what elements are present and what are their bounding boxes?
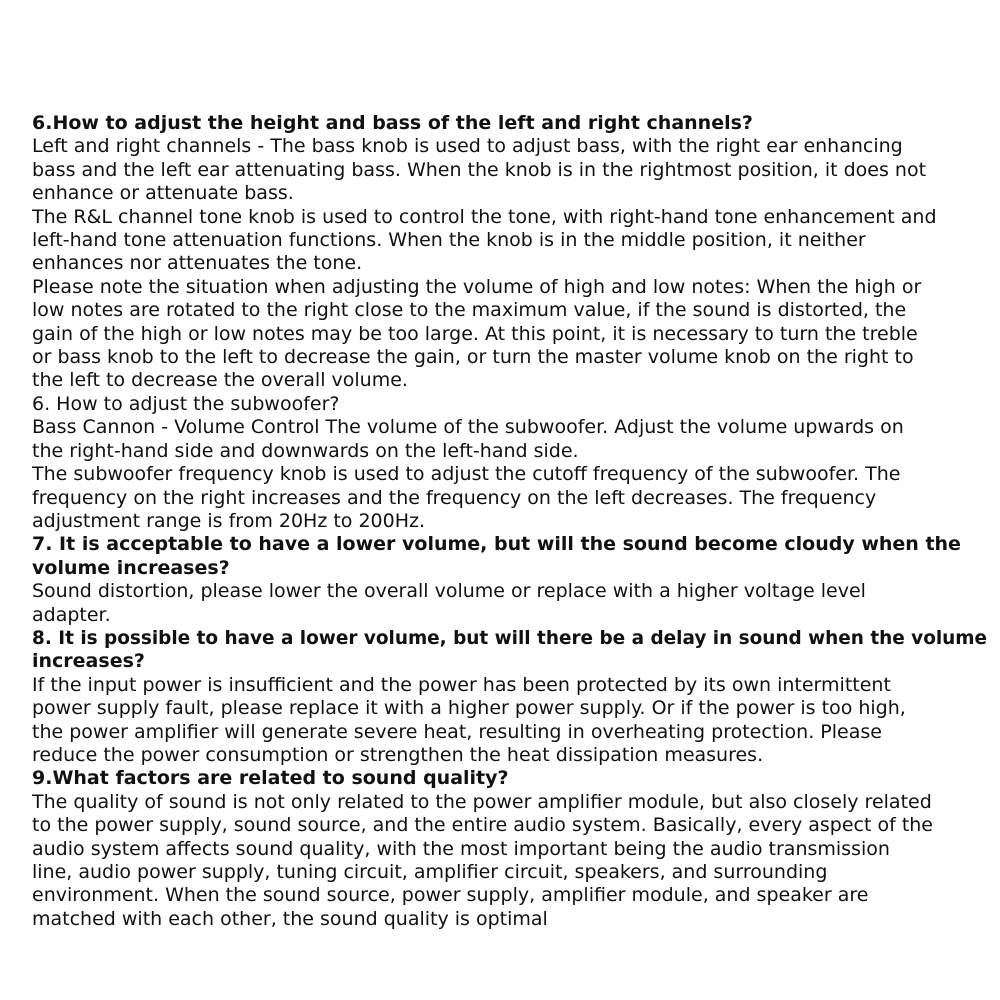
answer-text-line: environment. When the sound source, power supply, amplifier module, and speaker are: [32, 884, 869, 907]
faq-document: [32, 112, 988, 931]
answer-text-line: or bass knob to the left to decrease the gain, or turn the master volume knob on the right to: [32, 346, 914, 369]
answer-text-line: If the input power is insufficient and the power has been protected by its own intermittent: [32, 673, 891, 696]
answer-text-line: The R&L channel tone knob is used to control the tone, with right-hand tone enhancement and: [32, 205, 937, 228]
answer-text-line: adjustment range is from 20Hz to 200Hz.: [32, 509, 426, 532]
answer-text-line: gain of the high or low notes may be too large. At this point, it is necessary to turn the treble: [32, 322, 918, 345]
answer-text-line: line, audio power supply, tuning circuit, amplifier circuit, speakers, and surrounding: [32, 861, 828, 883]
answer-text-line: enhance or attenuate bass.: [32, 182, 294, 205]
answer-text-line: enhances nor attenuates the tone.: [32, 252, 363, 275]
answer-text-line: Sound distortion, please lower the overall volume or replace with a higher voltage level: [32, 580, 866, 603]
question-heading-line: 6.How to adjust the height and bass of the left and right channels?: [32, 112, 753, 134]
answer-text-line: the left to decrease the overall volume.: [32, 369, 408, 392]
answer-text-line: reduce the power consumption or strengthen the heat dissipation measures.: [32, 743, 764, 766]
answer-text-line: the power amplifier will generate severe heat, resulting in overheating protection. Please: [32, 720, 882, 743]
question-heading-line: 9.What factors are related to sound quality?: [32, 767, 509, 790]
answer-text-line: to the power supply, sound source, and the entire audio system. Basically, every aspect of the: [32, 814, 933, 837]
answer-text-line: Left and right channels - The bass knob is used to adjust bass, with the right ear enhancing: [32, 135, 903, 158]
answer-text-line: power supply fault, please replace it with a higher power supply. Or if the power is too high,: [32, 697, 906, 720]
answer-text-line: The subwoofer frequency knob is used to adjust the cutoff frequency of the subwoofer. The: [32, 463, 901, 486]
answer-text-line: adapter.: [32, 603, 111, 626]
answer-text-line: Please note the situation when adjusting the volume of high and low notes: When the high or: [32, 275, 922, 298]
question-heading-line: volume increases?: [32, 556, 230, 579]
answer-text-line: 6. How to adjust the subwoofer?: [32, 392, 340, 415]
question-heading-line: increases?: [32, 650, 145, 673]
answer-text-line: matched with each other, the sound quality is optimal: [32, 907, 548, 930]
answer-text-line: Bass Cannon - Volume Control The volume of the subwoofer. Adjust the volume upwards on: [32, 416, 904, 439]
answer-text-line: left-hand tone attenuation functions. When the knob is in the middle position, it neither: [32, 229, 866, 252]
answer-text-line: The quality of sound is not only related to the power amplifier module, but also closely related: [32, 790, 932, 813]
answer-text-line: frequency on the right increases and the frequency on the left decreases. The frequency: [32, 486, 877, 509]
answer-text-line: the right-hand side and downwards on the left-hand side.: [32, 439, 579, 462]
question-heading-line: 7. It is acceptable to have a lower volume, but will the sound become cloudy when the: [32, 533, 961, 556]
answer-text-line: bass and the left ear attenuating bass. When the knob is in the rightmost position, it does not: [32, 158, 927, 181]
answer-text-line: low notes are rotated to the right close to the maximum value, if the sound is distorted, the: [32, 299, 907, 322]
answer-text-line: audio system affects sound quality, with the most important being the audio transmission: [32, 837, 890, 860]
question-heading-line: 8. It is possible to have a lower volume, but will there be a delay in sound when the volume: [32, 626, 988, 649]
